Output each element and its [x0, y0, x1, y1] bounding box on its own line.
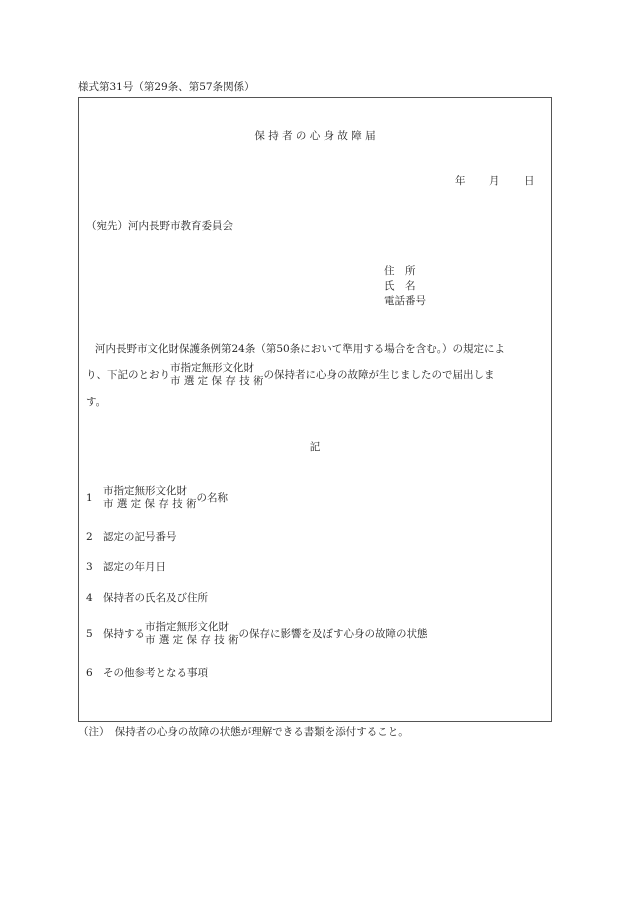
item-4-text: 保持者の氏名及び住所: [103, 592, 208, 604]
date-day-label: 日: [524, 175, 535, 187]
item-1-number: 1: [86, 491, 93, 504]
item-5: [86, 621, 428, 647]
item-5-stack-b: 市 選 定 保 存 技 術: [145, 634, 239, 647]
item-1-stack: [103, 485, 197, 511]
item-5-post: の保存に影響を及ぼす心身の故障の状態: [238, 627, 428, 640]
item-6: [86, 668, 208, 679]
body-line-2-post: の保持者に心身の故障が生じましたので届出しま: [263, 368, 495, 381]
item-3: [86, 562, 166, 573]
form-id: 様式第31号（第29条、第57条関係）: [78, 81, 255, 93]
item-2-text: 認定の記号番号: [103, 531, 177, 543]
item-2: [86, 532, 177, 543]
item-4-number: 4: [86, 592, 93, 604]
item-6-number: 6: [86, 667, 93, 679]
item-1-stack-b: 市 選 定 保 存 技 術: [103, 498, 197, 511]
item-1: [86, 485, 228, 511]
body-stack: [170, 362, 264, 388]
body-line-2: [86, 362, 495, 388]
item-3-number: 3: [86, 561, 93, 573]
body-line-1: 河内長野市文化財保護条例第24条（第50条において準用する場合を含む。）の規定によ: [95, 343, 505, 355]
body-line-3: す。: [86, 396, 107, 408]
item-2-number: 2: [86, 531, 93, 543]
body-line-2-pre: り、下記のとおり: [86, 368, 170, 381]
ki-heading: 記: [309, 441, 321, 453]
item-4: [86, 593, 208, 604]
body-stack-a: 市指定無形文化財: [170, 362, 254, 374]
item-5-stack: [145, 621, 239, 647]
applicant-address-label: 住 所: [384, 265, 416, 277]
item-5-stack-a: 市指定無形文化財: [145, 621, 229, 633]
addressee: （宛先）河内長野市教育委員会: [86, 220, 233, 232]
item-1-post: の名称: [196, 491, 229, 504]
body-stack-b: 市 選 定 保 存 技 術: [170, 375, 264, 388]
item-5-pre: 保持する: [103, 627, 145, 640]
item-5-number: 5: [86, 627, 93, 640]
applicant-phone-label: 電話番号: [384, 295, 426, 307]
date-year-label: 年: [455, 175, 466, 187]
footnote: （注） 保持者の心身の故障の状態が理解できる書類を添付すること。: [78, 726, 409, 738]
item-1-stack-a: 市指定無形文化財: [103, 485, 187, 497]
applicant-name-label: 氏 名: [384, 280, 416, 292]
form-title: 保 持 者 の 心 身 故 障 届: [254, 130, 376, 142]
item-6-text: その他参考となる事項: [103, 667, 208, 679]
item-3-text: 認定の年月日: [103, 561, 166, 573]
date-month-label: 月: [489, 175, 500, 187]
